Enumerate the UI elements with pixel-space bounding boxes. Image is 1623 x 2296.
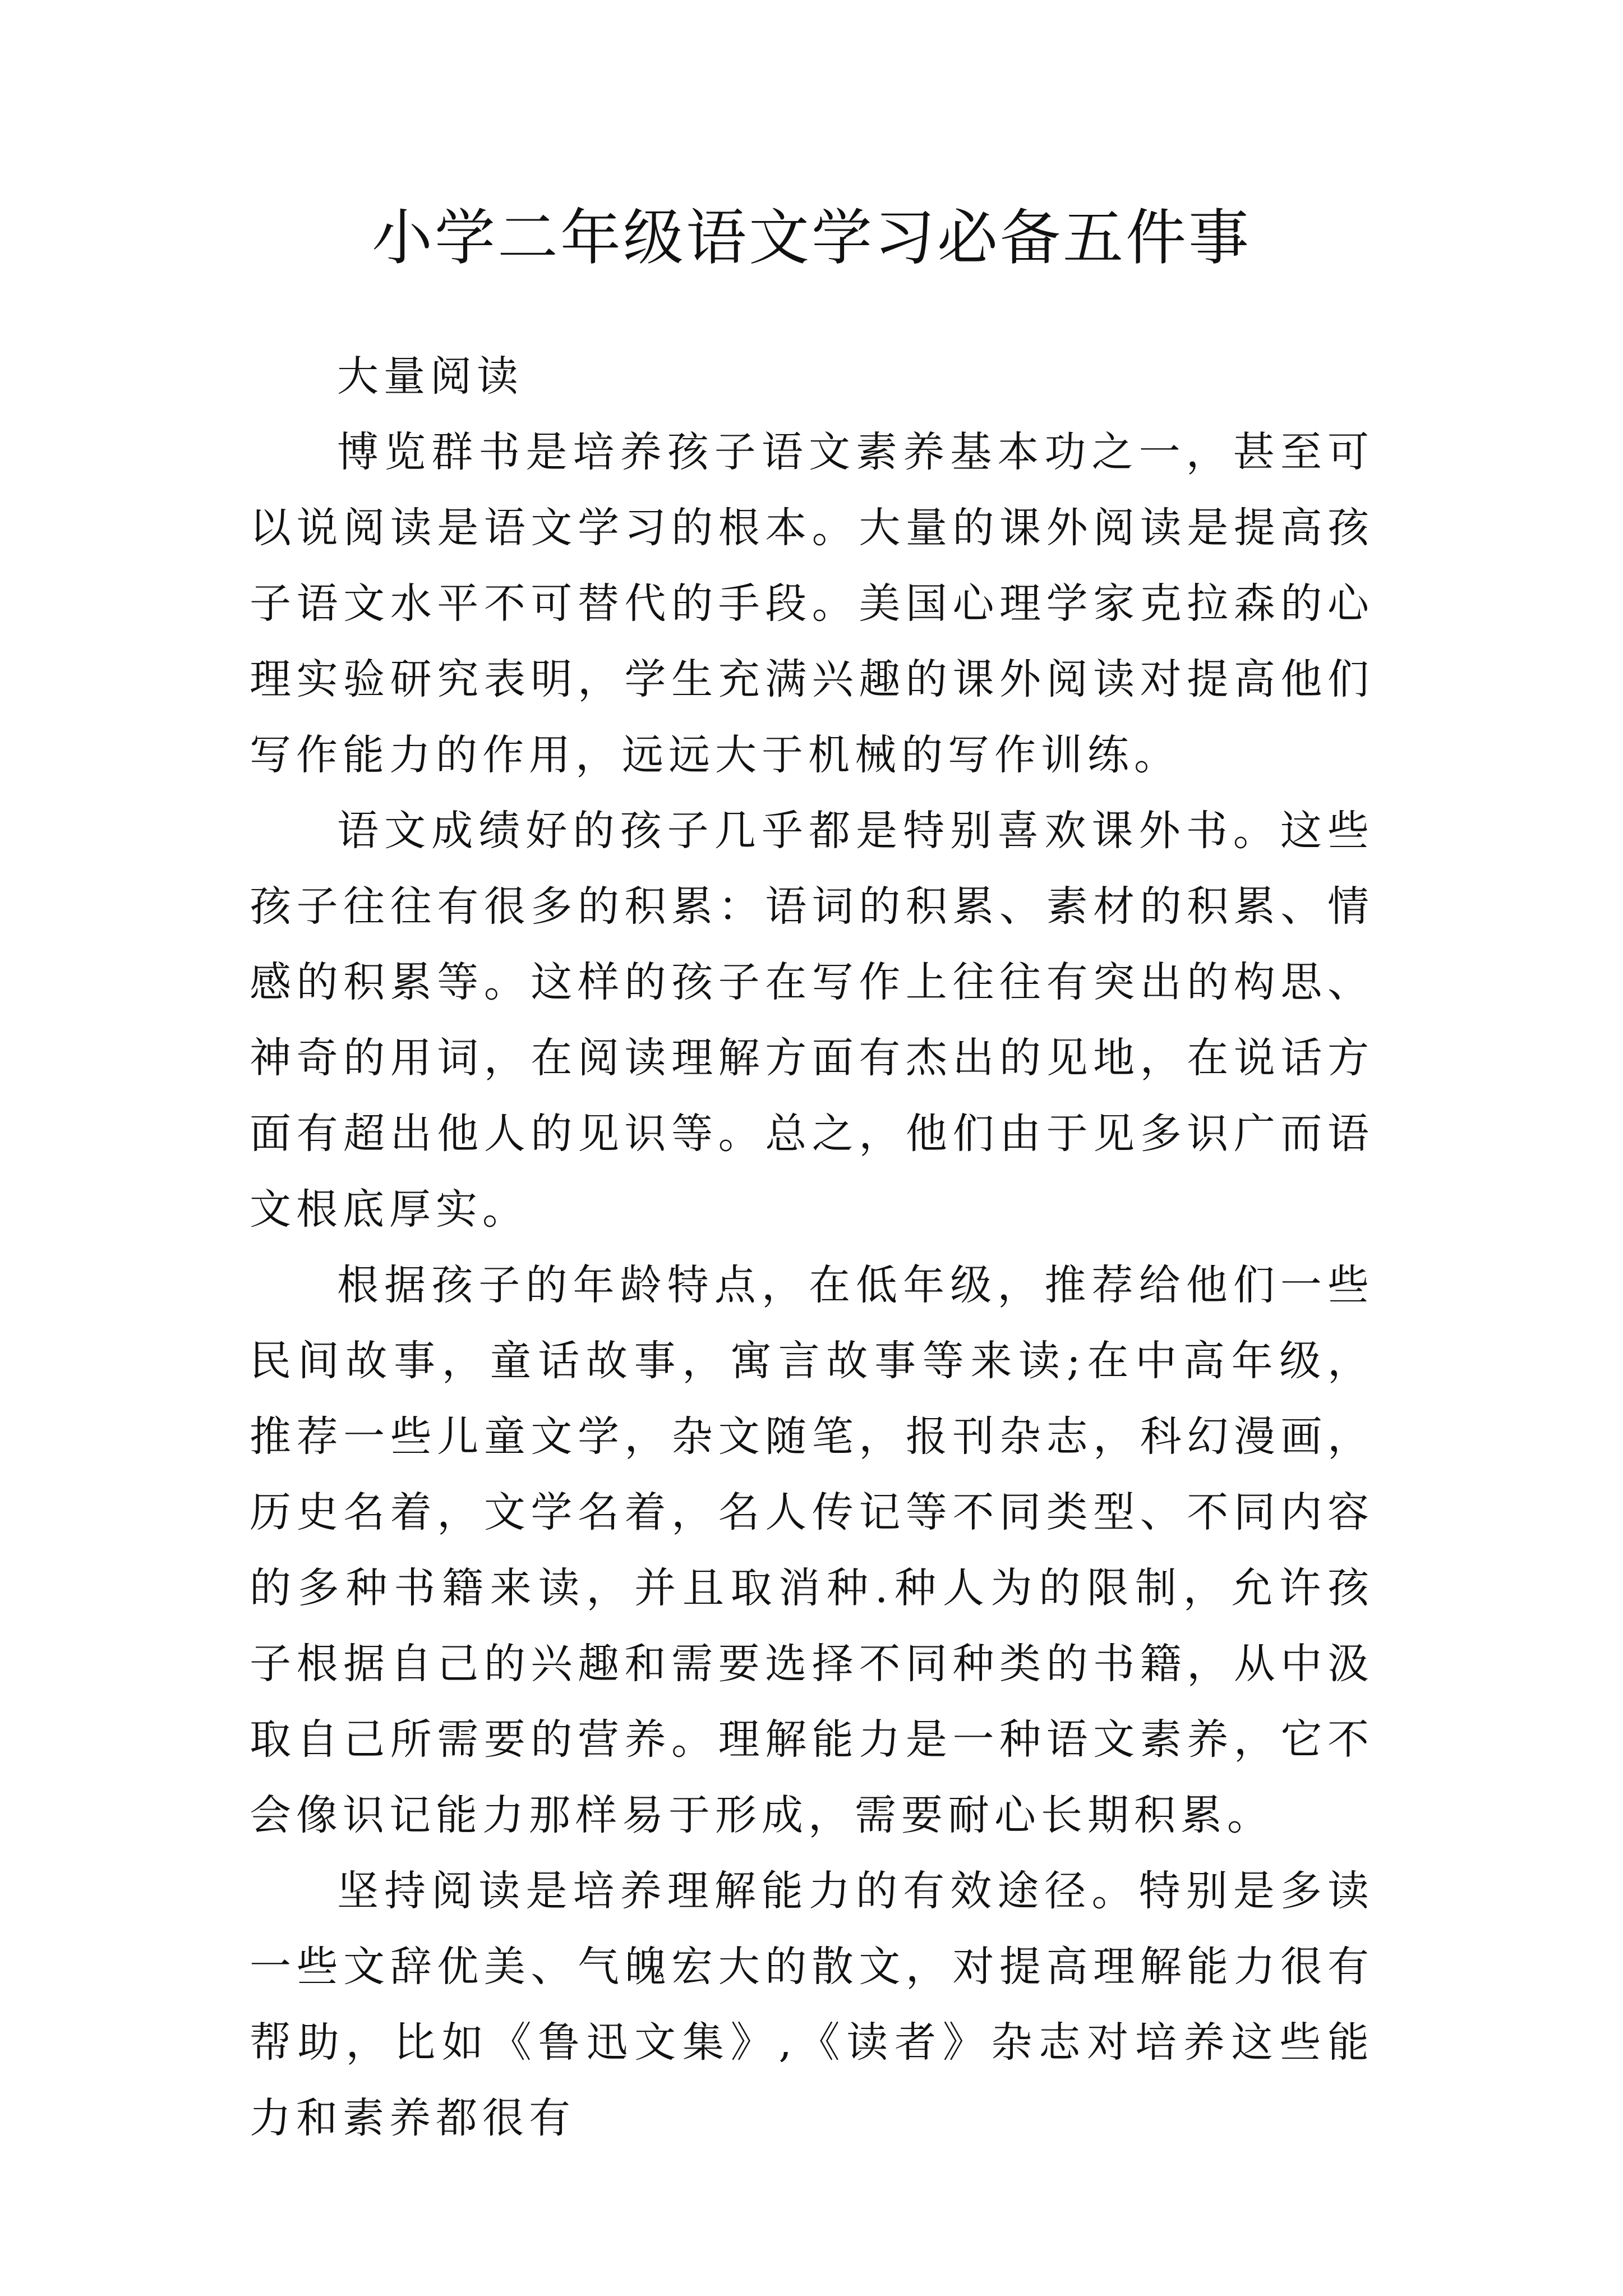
paragraph: 博览群书是培养孩子语文素养基本功之一，甚至可以说阅读是语文学习的根本。大量的课外阅读是提高孩子语文水平不可替代的手段。美国心理学家克拉森的心理实验研究表明，学生充满兴趣的课外阅读对提高他们写作能力的作用，远远大于机械的写作训练。 [250,428,1374,779]
paragraph: 语文成绩好的孩子几乎都是特别喜欢课外书。这些孩子往往有很多的积累：语词的积累、素材的积累、情感的积累等。这样的孩子在写作上往往有突出的构思、神奇的用词，在阅读理解方面有杰出的见地，在说话方面有超出他人的见识等。总之，他们由于见多识广而语文根底厚实。 [250,807,1374,1234]
page-title: 小学二年级语文学习必备五件事 [371,203,1251,273]
document-body [250,339,1374,2156]
paragraph: 坚持阅读是培养理解能力的有效途径。特别是多读一些文辞优美、气魄宏大的散文，对提高理解能力很有帮助，比如《鲁迅文集》,《读者》杂志对培养这些能力和素养都很有 [250,1867,1374,2142]
paragraph: 根据孩子的年龄特点，在低年级，推荐给他们一些民间故事，童话故事，寓言故事等来读;在中高年级，推荐一些儿童文学，杂文随笔，报刊杂志，科幻漫画，历史名着，文学名着，名人传记等不同类型、不同内容的多种书籍来读，并且取消种.种人为的限制，允许孩子根据自己的兴趣和需要选择不同种类的书籍，从中汲取自己所需要的营养。理解能力是一种语文素养，它不会像识记能力那样易于形成，需要耐心长期积累。 [250,1261,1374,1839]
section-heading: 大量阅读 [337,352,523,401]
